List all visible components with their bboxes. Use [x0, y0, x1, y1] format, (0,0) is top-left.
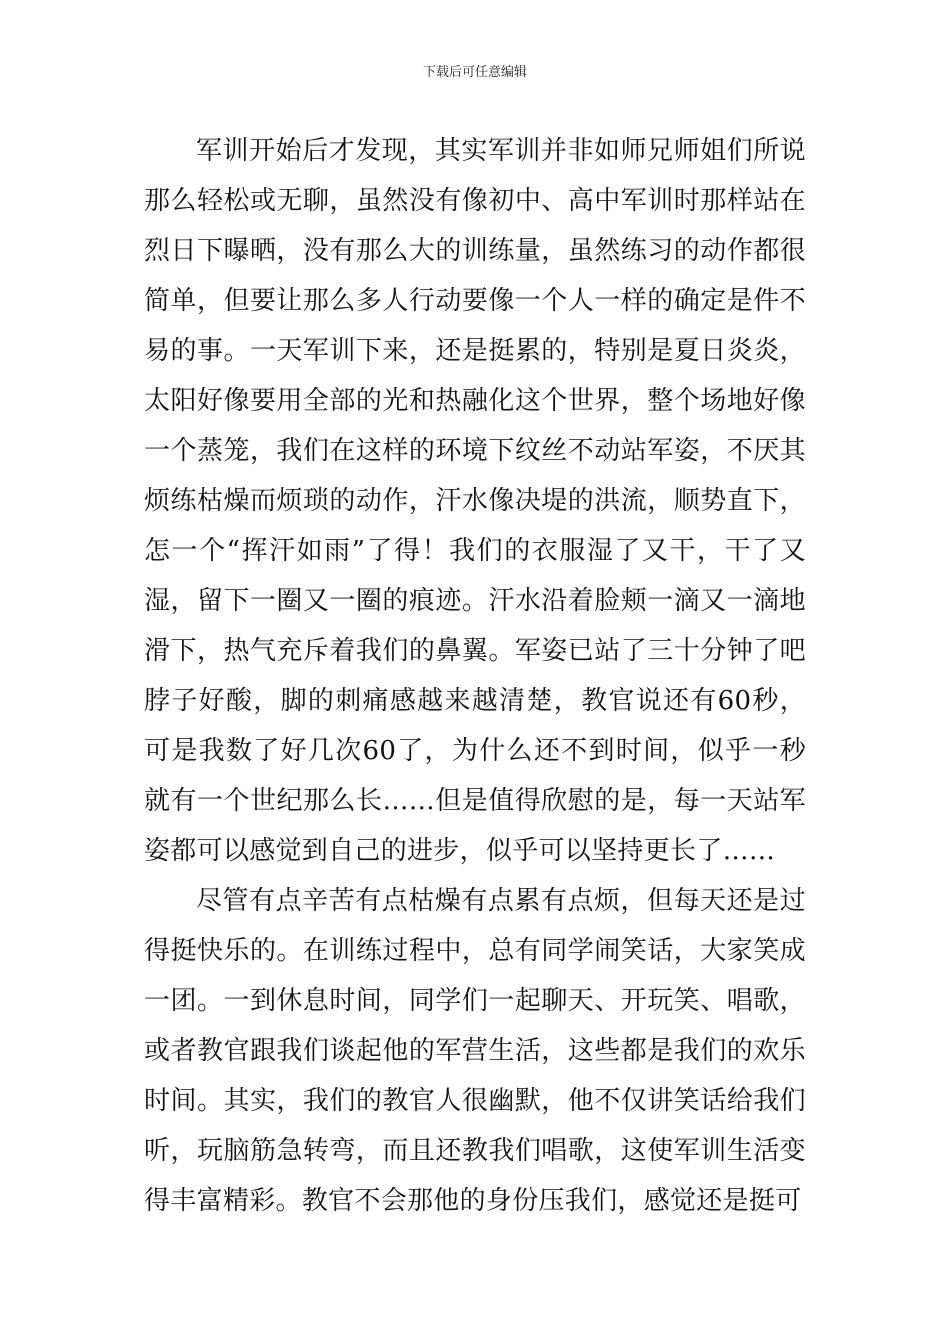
paragraph-2: 尽管有点辛苦有点枯燥有点累有点烦，但每天还是过得挺快乐的。在训练过程中，总有同学闹笑话，大家笑成一团。一到休息时间，同学们一起聊天、开玩笑、唱歌，或者教官跟我们谈起他的军营生活，这些都是我们的欢乐时间。其实，我们的教官人很幽默，他不仅讲笑话给我们听，玩脑筋急转弯，而且还教我们唱歌，这使军训生活变得丰富精彩。教官不会那他的身份压我们，感觉还是挺可 [144, 886, 806, 1216]
document-body [144, 126, 806, 1226]
page-header-note: 下载后可任意编辑 [422, 65, 527, 80]
paragraph-1: 军训开始后才发现，其实军训并非如师兄师姐们所说那么轻松或无聊，虽然没有像初中、高中军训时那样站在烈日下曝晒，没有那么大的训练量，虽然练习的动作都很简单，但要让那么多人行动要像一个人一样的确定是件不易的事。一天军训下来，还是挺累的，特别是夏日炎炎，太阳好像要用全部的光和热融化这个世界，整个场地好像一个蒸笼，我们在这样的环境下纹丝不动站军姿，不厌其烦练枯燥而烦琐的动作，汗水像决堤的洪流，顺势直下，怎一个“挥汗如雨”了得！我们的衣服湿了又干，干了又湿，留下一圈又一圈的痕迹。汗水沿着脸颊一滴又一滴地滑下，热气充斥着我们的鼻翼。军姿已站了三十分钟了吧脖子好酸，脚的刺痛感越来越清楚，教官说还有60秒，可是我数了好几次60了，为什么还不到时间，似乎一秒就有一个世纪那么长……但是值得欣慰的是，每一天站军姿都可以感觉到自己的进步，似乎可以坚持更长了…… [144, 136, 806, 866]
